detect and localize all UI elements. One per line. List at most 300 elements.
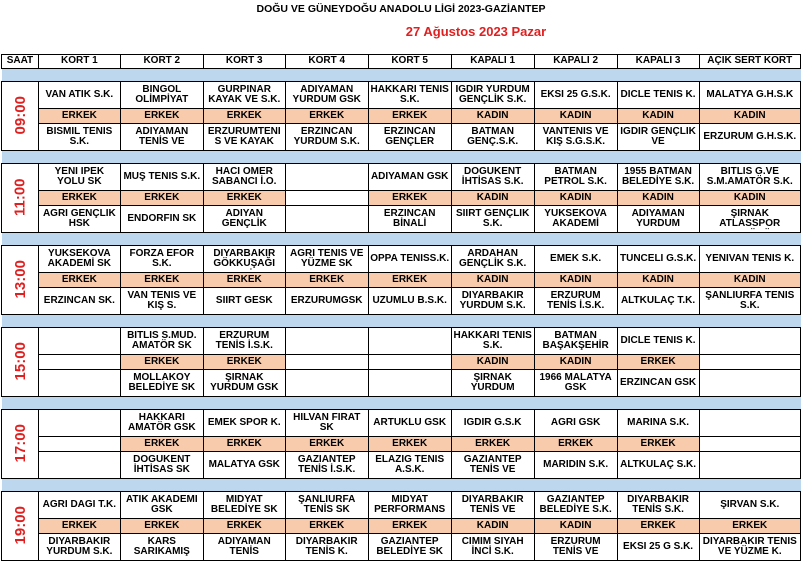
team-cell bbox=[203, 288, 285, 315]
team-cell bbox=[203, 328, 285, 355]
team-name: ERZİNCAN GENÇLER bbox=[383, 126, 436, 147]
team-cell bbox=[451, 164, 534, 191]
match-team-row bbox=[2, 328, 801, 355]
separator-band bbox=[2, 69, 801, 82]
team-cell bbox=[120, 452, 203, 479]
category-cell bbox=[285, 273, 368, 288]
team-name: ERZURUMGSK bbox=[290, 295, 363, 306]
team-cell bbox=[699, 410, 800, 437]
category-cell bbox=[617, 273, 699, 288]
match-team-row bbox=[2, 82, 801, 109]
category-cell bbox=[534, 519, 617, 534]
category-cell bbox=[285, 519, 368, 534]
team-cell bbox=[617, 492, 699, 519]
team-name: KARS SARIKAMIŞ bbox=[133, 536, 190, 557]
team-name: IĞDIR GENÇLİK VE bbox=[620, 126, 696, 147]
team-cell bbox=[203, 246, 285, 273]
category-label: ERKEK bbox=[640, 438, 676, 449]
category-label: ERKEK bbox=[61, 192, 97, 203]
category-cell bbox=[699, 273, 800, 288]
team-name: ŞIRNAK ATLASSPOR bbox=[719, 208, 781, 229]
team-cell bbox=[285, 82, 368, 109]
category-cell bbox=[38, 355, 120, 370]
team-cell bbox=[38, 82, 120, 109]
team-name: HAKKARİ TENİS S.K. bbox=[370, 84, 449, 105]
category-label: ERKEK bbox=[226, 520, 262, 531]
category-row bbox=[2, 273, 801, 288]
category-cell bbox=[203, 109, 285, 124]
time-slot-cell bbox=[2, 328, 39, 397]
separator-band bbox=[2, 397, 801, 410]
time-slot-cell bbox=[2, 410, 39, 479]
slot-separator bbox=[2, 69, 801, 82]
team-cell bbox=[451, 206, 534, 233]
team-name: TUNCELİ G.S.K. bbox=[620, 253, 697, 264]
team-name: IĞDIR YURDUM GENÇLİK S.K. bbox=[455, 84, 530, 105]
team-cell bbox=[38, 288, 120, 315]
category-label: KADIN bbox=[733, 274, 766, 285]
category-label: KADIN bbox=[559, 520, 592, 531]
team-cell bbox=[451, 288, 534, 315]
team-cell bbox=[534, 452, 617, 479]
category-cell bbox=[617, 355, 699, 370]
match-team-row bbox=[2, 492, 801, 519]
category-cell bbox=[285, 109, 368, 124]
match-team-row bbox=[2, 452, 801, 479]
category-cell bbox=[368, 437, 451, 452]
team-name: BİTLİS S.MÜD. AMATÖR SK bbox=[127, 330, 197, 351]
column-header: KAPALI 2 bbox=[534, 55, 617, 69]
category-label: KADIN bbox=[559, 356, 592, 367]
team-name: EKSİ 25 G S.K. bbox=[623, 541, 694, 552]
team-name: ALTKULAÇ T.K. bbox=[620, 295, 696, 306]
category-label: KADIN bbox=[559, 274, 592, 285]
team-cell bbox=[38, 206, 120, 233]
team-cell bbox=[534, 370, 617, 397]
team-cell bbox=[120, 246, 203, 273]
team-name: ADIYAMAN TENİS bbox=[217, 536, 271, 557]
team-cell bbox=[285, 410, 368, 437]
team-name: ELAZIĞ TENİS A.S.K. bbox=[375, 454, 445, 475]
category-label: ERKEK bbox=[226, 192, 262, 203]
team-cell bbox=[203, 370, 285, 397]
team-name: GAZİANTEP TENİS VE bbox=[463, 454, 522, 475]
match-team-row bbox=[2, 370, 801, 397]
team-name: ŞİRVAN S.K. bbox=[720, 499, 780, 510]
time-label: 15:00 bbox=[11, 341, 29, 381]
team-cell bbox=[368, 164, 451, 191]
category-cell bbox=[617, 109, 699, 124]
category-row bbox=[2, 519, 801, 534]
team-name: MALATYA G.H.S.K bbox=[706, 89, 794, 100]
team-name: FORZA EFOR S.K. bbox=[129, 248, 195, 269]
category-label: ERKEK bbox=[309, 438, 345, 449]
team-cell bbox=[285, 164, 368, 191]
category-label: KADIN bbox=[476, 192, 509, 203]
category-label: KADIN bbox=[733, 110, 766, 121]
team-name: ADIYAN GENÇLİK bbox=[221, 208, 267, 229]
team-name: GAZİANTEP TENİS İ.S.K. bbox=[297, 454, 356, 475]
category-label: ERKEK bbox=[144, 520, 180, 531]
team-name: ERZURUM TENİS VE bbox=[550, 536, 601, 557]
slot-separator bbox=[2, 151, 801, 164]
team-cell bbox=[617, 124, 699, 151]
category-cell bbox=[120, 437, 203, 452]
column-header: KORT 4 bbox=[285, 55, 368, 69]
category-cell bbox=[451, 437, 534, 452]
team-cell bbox=[617, 246, 699, 273]
category-cell bbox=[38, 191, 120, 206]
team-name: MOLLAKÖY BELEDİYE SK bbox=[128, 372, 196, 393]
column-header: KAPALI 3 bbox=[617, 55, 699, 69]
time-label: 09:00 bbox=[11, 95, 29, 135]
team-name: AĞRI DAĞI T.K. bbox=[42, 499, 117, 510]
category-cell bbox=[38, 273, 120, 288]
team-name: MALATYA GSK bbox=[208, 459, 280, 470]
separator-band bbox=[2, 151, 801, 164]
team-cell bbox=[120, 288, 203, 315]
category-cell bbox=[285, 437, 368, 452]
team-cell bbox=[120, 370, 203, 397]
team-name: ERZURUM TENİS İ.S.K. bbox=[546, 290, 605, 311]
team-name: ERZURUM TENİS İ.S.K. bbox=[215, 330, 273, 351]
category-label: ERKEK bbox=[144, 274, 180, 285]
team-name: AĞRI TENİS VE YÜZME SK bbox=[290, 248, 364, 269]
category-cell bbox=[368, 109, 451, 124]
team-cell bbox=[203, 206, 285, 233]
category-cell bbox=[451, 519, 534, 534]
team-cell bbox=[120, 206, 203, 233]
team-name: 1955 BATMAN BELEDİYE S.K. bbox=[621, 166, 695, 187]
team-name: DİYARBAKIR TENİS VE YÜZME K. bbox=[702, 536, 797, 557]
column-header: KORT 1 bbox=[38, 55, 120, 69]
team-cell bbox=[699, 164, 800, 191]
team-cell bbox=[617, 534, 699, 561]
team-cell bbox=[699, 206, 800, 233]
category-row bbox=[2, 355, 801, 370]
time-label: 11:00 bbox=[11, 178, 29, 216]
team-cell bbox=[285, 328, 368, 355]
column-header: KAPALI 1 bbox=[451, 55, 534, 69]
category-cell bbox=[699, 437, 800, 452]
team-name: ADIYAMAN YURDUM GSK bbox=[292, 84, 361, 105]
category-cell bbox=[203, 273, 285, 288]
team-cell bbox=[368, 328, 451, 355]
category-cell bbox=[451, 273, 534, 288]
category-label: ERKEK bbox=[226, 274, 262, 285]
team-name: ERZURUM G.H.S.K. bbox=[703, 131, 797, 142]
category-label: ERKEK bbox=[309, 110, 345, 121]
match-team-row bbox=[2, 534, 801, 561]
team-cell bbox=[120, 410, 203, 437]
team-name: ARTUKLU GSK bbox=[373, 417, 447, 428]
team-name: ERZİNCAN BİNALİ bbox=[383, 208, 436, 229]
team-cell bbox=[120, 124, 203, 151]
category-cell bbox=[699, 519, 800, 534]
team-cell bbox=[617, 288, 699, 315]
schedule-body bbox=[2, 55, 801, 561]
team-name: OPPA TENİSS.K. bbox=[370, 253, 450, 264]
category-label: ERKEK bbox=[392, 192, 428, 203]
team-name: HACI ÖMER SABANCI İ.O. bbox=[212, 166, 277, 187]
team-cell bbox=[534, 164, 617, 191]
time-label: 19:00 bbox=[11, 505, 29, 545]
team-cell bbox=[285, 452, 368, 479]
match-team-row bbox=[2, 288, 801, 315]
team-name: VAN ATİK S.K. bbox=[45, 89, 114, 100]
category-label: KADIN bbox=[642, 110, 674, 121]
team-cell bbox=[699, 246, 800, 273]
team-name: GÜRPINAR KAYAK VE S.K. bbox=[208, 84, 281, 105]
column-header: AÇIK SERT KORT bbox=[699, 55, 800, 69]
category-cell bbox=[120, 109, 203, 124]
team-name: AĞRI GENÇLİK HSK bbox=[42, 208, 116, 229]
team-cell bbox=[203, 82, 285, 109]
category-label: ERKEK bbox=[144, 192, 180, 203]
match-team-row bbox=[2, 124, 801, 151]
team-name: DOĞUKENT İHTİSAS SK bbox=[133, 454, 191, 475]
match-team-row bbox=[2, 246, 801, 273]
team-name: DİYARBAKIR TENİS K. bbox=[295, 536, 358, 557]
team-cell bbox=[368, 124, 451, 151]
team-name: ENDORFİN SK bbox=[127, 213, 197, 224]
team-name: EMEK S.K. bbox=[550, 253, 602, 264]
category-cell bbox=[534, 273, 617, 288]
category-cell bbox=[120, 273, 203, 288]
team-cell bbox=[203, 124, 285, 151]
team-name: HAKKARİ TENİS S.K. bbox=[453, 330, 532, 351]
category-label: ERKEK bbox=[144, 438, 180, 449]
team-name: BİNGÖL OLİMPİYAT bbox=[135, 84, 189, 105]
team-cell bbox=[534, 206, 617, 233]
team-cell bbox=[534, 492, 617, 519]
team-cell bbox=[617, 452, 699, 479]
team-name: YÜKSEKOVA AKADEMİ SK bbox=[47, 248, 112, 269]
team-cell bbox=[38, 164, 120, 191]
team-cell bbox=[699, 452, 800, 479]
team-cell bbox=[699, 534, 800, 561]
category-label: ERKEK bbox=[61, 520, 97, 531]
category-cell bbox=[203, 191, 285, 206]
slot-separator bbox=[2, 233, 801, 246]
category-cell bbox=[38, 109, 120, 124]
column-header: KORT 5 bbox=[368, 55, 451, 69]
time-label: 13:00 bbox=[11, 259, 29, 299]
team-cell bbox=[534, 246, 617, 273]
category-cell bbox=[368, 191, 451, 206]
category-cell bbox=[699, 355, 800, 370]
category-row bbox=[2, 109, 801, 124]
team-name: ERZİNCAN YURDUM S.K. bbox=[293, 126, 360, 147]
category-cell bbox=[699, 191, 800, 206]
category-row bbox=[2, 191, 801, 206]
column-header: KORT 2 bbox=[120, 55, 203, 69]
team-name: GAZİANTEP BELEDİYE SK bbox=[376, 536, 444, 557]
team-name: ALTKULAÇ S.K. bbox=[620, 459, 697, 470]
category-cell bbox=[120, 191, 203, 206]
team-cell bbox=[699, 328, 800, 355]
team-cell bbox=[38, 452, 120, 479]
team-cell bbox=[38, 410, 120, 437]
category-cell bbox=[368, 519, 451, 534]
category-label: KADIN bbox=[476, 520, 509, 531]
team-name: ERZİNCAN SK. bbox=[43, 295, 115, 306]
team-name: ŞANLIURFA TENİS SK bbox=[298, 494, 356, 515]
team-name: YENİ İPEK YOLU SK bbox=[54, 166, 105, 187]
team-name: BİTLİS G.VE S.M.AMATÖR S.K. bbox=[706, 166, 793, 187]
team-name: HİLVAN FIRAT SK bbox=[293, 412, 361, 433]
team-name: ARDAHAN GENÇLİK S.K. bbox=[459, 248, 527, 269]
team-cell bbox=[699, 124, 800, 151]
category-cell bbox=[285, 355, 368, 370]
team-name: MARİDİN S.K. bbox=[543, 459, 609, 470]
team-cell bbox=[451, 410, 534, 437]
team-cell bbox=[368, 534, 451, 561]
team-cell bbox=[120, 164, 203, 191]
team-cell bbox=[368, 452, 451, 479]
category-cell bbox=[451, 355, 534, 370]
team-name: IĞDIR G.S.K bbox=[463, 417, 522, 428]
team-name: AĞRI GSK bbox=[550, 417, 601, 428]
team-cell bbox=[617, 370, 699, 397]
category-cell bbox=[534, 109, 617, 124]
category-label: ERKEK bbox=[226, 438, 262, 449]
team-name: DİYARBAKIR YURDUM S.K. bbox=[459, 290, 526, 311]
category-label: ERKEK bbox=[392, 274, 428, 285]
team-name: BİSMİL TENİS S.K. bbox=[46, 126, 113, 147]
team-cell bbox=[285, 288, 368, 315]
match-team-row bbox=[2, 206, 801, 233]
category-cell bbox=[368, 273, 451, 288]
team-cell bbox=[120, 492, 203, 519]
category-label: ERKEK bbox=[640, 356, 676, 367]
team-cell bbox=[534, 328, 617, 355]
team-cell bbox=[451, 124, 534, 151]
team-name: ŞANLIURFA TENİS S.K. bbox=[705, 290, 795, 311]
team-cell bbox=[368, 410, 451, 437]
team-name: BATMAN PETROL S.K. bbox=[544, 166, 607, 187]
team-name: VAN TENİS VE KIŞ S. bbox=[127, 290, 197, 311]
category-label: ERKEK bbox=[226, 356, 262, 367]
category-label: ERKEK bbox=[558, 438, 594, 449]
team-name: SİİRT GENÇLİK S.K. bbox=[455, 208, 530, 229]
time-slot-cell bbox=[2, 246, 39, 315]
time-slot-cell bbox=[2, 82, 39, 151]
team-name: EKSİ 25 G.S.K. bbox=[540, 89, 611, 100]
page-title: DOĞU VE GÜNEYDOĞU ANADOLU LİGİ 2023-GAZİANTEP bbox=[256, 3, 546, 15]
team-cell bbox=[120, 82, 203, 109]
column-header: SAAT bbox=[2, 55, 39, 69]
team-name: YENİVAN TENİS K. bbox=[705, 253, 795, 264]
separator-band bbox=[2, 233, 801, 246]
team-cell bbox=[617, 82, 699, 109]
team-cell bbox=[699, 288, 800, 315]
team-name: ŞIRNAK YURDUM GSK bbox=[210, 372, 279, 393]
team-cell bbox=[699, 82, 800, 109]
team-cell bbox=[534, 82, 617, 109]
slot-separator bbox=[2, 479, 801, 492]
team-cell bbox=[534, 534, 617, 561]
team-cell bbox=[368, 492, 451, 519]
category-label: ERKEK bbox=[475, 438, 511, 449]
team-name: ŞIRNAK YURDUM bbox=[470, 372, 515, 393]
team-name: BATMAN GENÇ.S.K. bbox=[467, 126, 519, 147]
category-cell bbox=[534, 191, 617, 206]
separator-band bbox=[2, 479, 801, 492]
team-cell bbox=[617, 164, 699, 191]
team-cell bbox=[203, 164, 285, 191]
category-label: KADIN bbox=[476, 274, 509, 285]
team-name: ADIYAMAN TENİS VE bbox=[135, 126, 189, 147]
team-cell bbox=[451, 492, 534, 519]
category-cell bbox=[120, 355, 203, 370]
schedule-table bbox=[1, 54, 801, 561]
team-cell bbox=[285, 492, 368, 519]
category-label: ERKEK bbox=[61, 274, 97, 285]
category-label: ERKEK bbox=[144, 110, 180, 121]
team-cell bbox=[451, 370, 534, 397]
event-date: 27 Ağustos 2023 Pazar bbox=[405, 24, 547, 39]
team-cell bbox=[120, 534, 203, 561]
slot-separator bbox=[2, 397, 801, 410]
team-cell bbox=[451, 452, 534, 479]
team-cell bbox=[617, 410, 699, 437]
team-name: GAZİANTEP BELEDİYE S.K. bbox=[539, 494, 612, 515]
team-cell bbox=[203, 534, 285, 561]
category-label: KADIN bbox=[559, 192, 592, 203]
team-name: YÜKSEKOVA AKADEMİ bbox=[544, 208, 607, 229]
team-cell bbox=[368, 246, 451, 273]
team-name: ADIYAMAN GSK bbox=[370, 171, 449, 182]
team-name: ERZİNCAN GSK bbox=[620, 377, 697, 388]
team-cell bbox=[534, 410, 617, 437]
category-cell bbox=[617, 437, 699, 452]
team-cell bbox=[617, 328, 699, 355]
header-row bbox=[2, 55, 801, 69]
time-label: 17:00 bbox=[11, 423, 29, 463]
team-cell bbox=[699, 492, 800, 519]
category-cell bbox=[617, 519, 699, 534]
team-name: MARİNA S.K. bbox=[627, 417, 689, 428]
category-label: KADIN bbox=[476, 356, 509, 367]
team-cell bbox=[451, 246, 534, 273]
category-cell bbox=[617, 191, 699, 206]
slot-separator bbox=[2, 315, 801, 328]
team-name: DİYARBAKIR TENİS S.K. bbox=[627, 494, 689, 515]
category-label: ERKEK bbox=[640, 520, 676, 531]
team-cell bbox=[38, 246, 120, 273]
category-cell bbox=[120, 519, 203, 534]
team-cell bbox=[285, 370, 368, 397]
category-label: ERKEK bbox=[61, 110, 97, 121]
team-cell bbox=[699, 370, 800, 397]
team-cell bbox=[285, 534, 368, 561]
category-cell bbox=[368, 355, 451, 370]
team-cell bbox=[534, 124, 617, 151]
team-name: MİDYAT BELEDİYE SK bbox=[210, 494, 278, 515]
time-slot-cell bbox=[2, 492, 39, 561]
team-cell bbox=[617, 206, 699, 233]
category-cell bbox=[38, 437, 120, 452]
team-cell bbox=[368, 370, 451, 397]
category-cell bbox=[451, 191, 534, 206]
team-name: DİYARBAKIR TENİS VE bbox=[461, 494, 524, 515]
category-label: KADIN bbox=[476, 110, 509, 121]
team-cell bbox=[203, 410, 285, 437]
team-name: DİYARBAKIR GÖKKUŞAĞI bbox=[213, 248, 276, 269]
category-cell bbox=[534, 437, 617, 452]
team-cell bbox=[38, 370, 120, 397]
